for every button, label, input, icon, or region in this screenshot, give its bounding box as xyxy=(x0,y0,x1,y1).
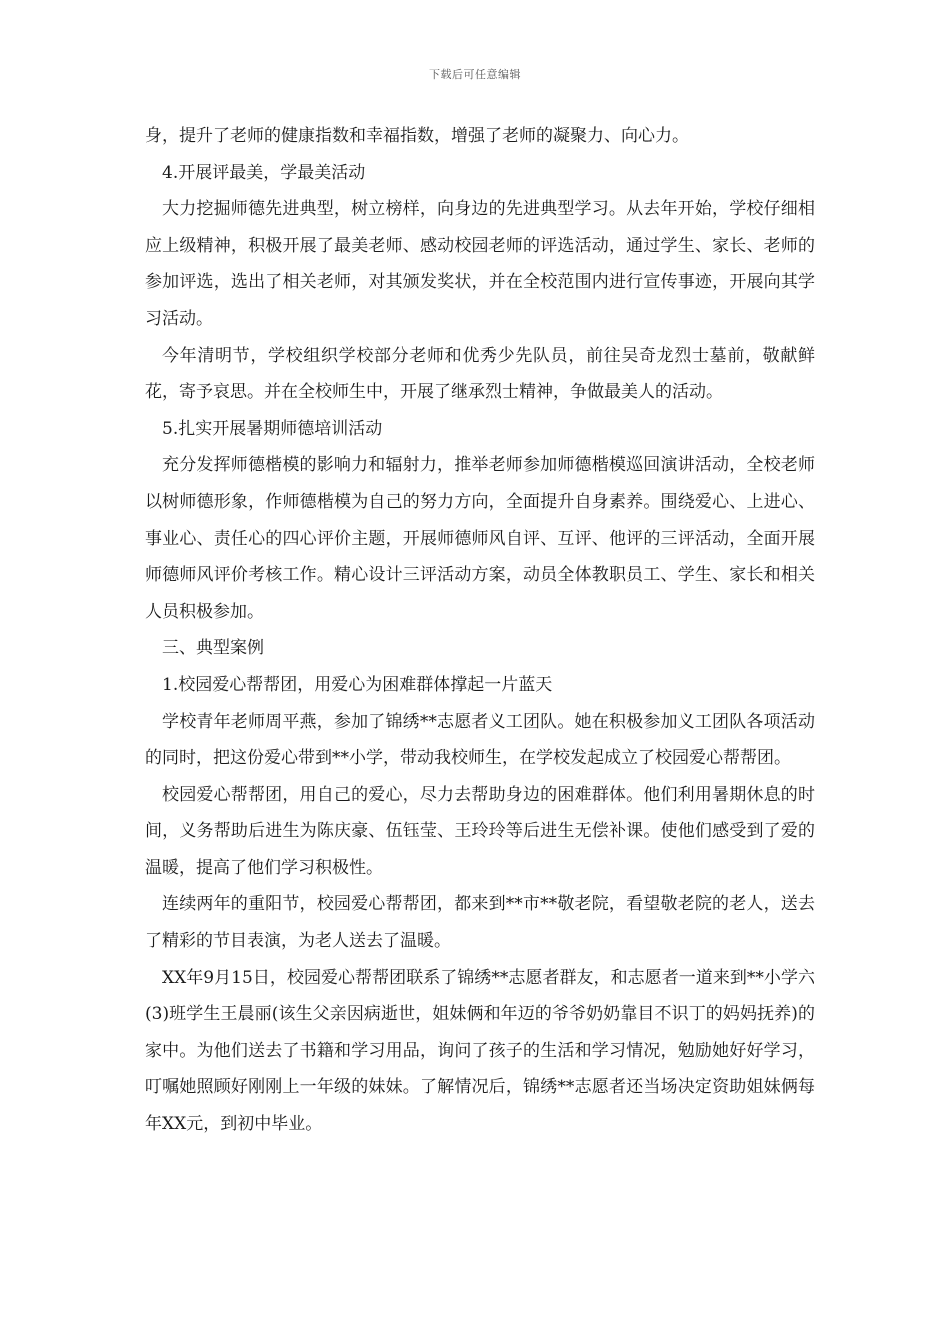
section-heading-1: 1.校园爱心帮帮团，用爱心为困难群体撑起一片蓝天 xyxy=(162,674,553,695)
chapter-heading-3: 三、典型案例 xyxy=(162,638,264,659)
paragraph: 今年清明节，学校组织学校部分老师和优秀少先队员，前往吴奇龙烈士墓前，敬献鲜花，寄予哀思。并在全校师生中，开展了继承烈士精神，争做最美人的活动。 xyxy=(145,345,815,403)
paragraph-continuation: 身，提升了老师的健康指数和幸福指数，增强了老师的凝聚力、向心力。 xyxy=(145,126,689,146)
paragraph: 连续两年的重阳节，校园爱心帮帮团，都来到**市**敬老院，看望敬老院的老人，送去了精彩的节目表演，为老人送去了温暖。 xyxy=(145,894,815,952)
paragraph: 学校青年老师周平燕，参加了锦绣**志愿者义工团队。她在积极参加义工团队各项活动的同时，把这份爱心带到**小学，带动我校师生，在学校发起成立了校园爱心帮帮团。 xyxy=(145,711,815,769)
paragraph: 校园爱心帮帮团，用自己的爱心，尽力去帮助身边的困难群体。他们利用暑期休息的时间，义务帮助后进生为陈庆豪、伍钰莹、王玲玲等后进生无偿补课。使他们感受到了爱的温暖，提高了他们学习积极性。 xyxy=(145,784,815,878)
page-header: 下载后可任意编辑 xyxy=(429,68,521,81)
paragraph: 大力挖掘师德先进典型，树立榜样，向身边的先进典型学习。从去年开始，学校仔细相应上级精神，积极开展了最美老师、感动校园老师的评选活动，通过学生、家长、老师的参加评选，选出了相关老师，对其颁发奖状，并在全校范围内进行宣传事迹，开展向其学习活动。 xyxy=(145,199,815,329)
paragraph: 充分发挥师德楷模的影响力和辐射力，推举老师参加师德楷模巡回演讲活动，全校老师以树师德形象，作师德楷模为自己的努力方向，全面提升自身素养。围绕爱心、上进心、事业心、责任心的四心评价主题，开展师德师风自评、互评、他评的三评活动，全面开展师德师风评价考核工作。精心设计三评活动方案，动员全体教职员工、学生、家长和相关人员积极参加。 xyxy=(145,455,815,622)
section-heading-4: 4.开展评最美，学最美活动 xyxy=(162,162,366,183)
document-body xyxy=(145,118,815,1143)
paragraph: XX年9月15日，校园爱心帮帮团联系了锦绣**志愿者群友，和志愿者一道来到**小学六(3)班学生王晨丽(该生父亲因病逝世，姐妹俩和年迈的爷爷奶奶靠目不识丁的妈妈抚养)的家中。为他们送去了书籍和学习用品，询问了孩子的生活和学习情况，勉励她好好学习，叮嘱她照顾好刚刚上一年级的妹妹。了解情况后，锦绣**志愿者还当场决定资助姐妹俩每年XX元，到初中毕业。 xyxy=(145,967,815,1135)
section-heading-5: 5.扎实开展暑期师德培训活动 xyxy=(162,418,383,439)
